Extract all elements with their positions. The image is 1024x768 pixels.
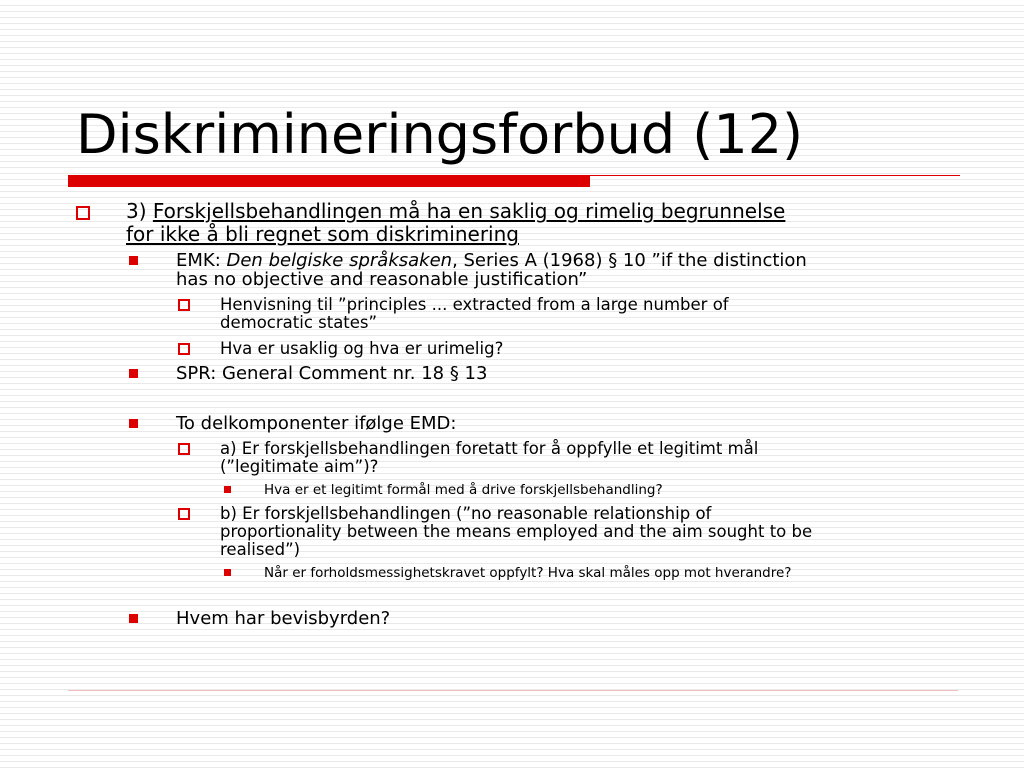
bullet-part-a-sub bbox=[264, 482, 954, 498]
hollow-square-bullet-icon bbox=[76, 206, 90, 220]
hollow-square-bullet-icon bbox=[178, 299, 190, 311]
bullet-usaklig bbox=[220, 340, 950, 358]
hollow-square-bullet-icon bbox=[178, 508, 190, 520]
part-a-line-1: a) Er forskjellsbehandlingen foretatt for å oppfylle et legitimt mål bbox=[220, 439, 759, 458]
part-b-sub-text: Når er forholdsmessighetskravet oppfylt? Hva skal måles opp mot hverandre? bbox=[264, 565, 792, 581]
usaklig-text: Hva er usaklig og hva er urimelig? bbox=[220, 339, 504, 358]
hollow-square-bullet-icon bbox=[178, 343, 190, 355]
emk-prefix: EMK: bbox=[176, 250, 227, 271]
solid-square-bullet-icon bbox=[129, 256, 138, 265]
bullet-point-3 bbox=[126, 200, 946, 246]
hollow-square-bullet-icon bbox=[178, 443, 190, 455]
bullet-delkomponenter bbox=[176, 414, 946, 433]
part-b-line-2: proportionality between the means employed and the aim sought to be bbox=[220, 522, 813, 541]
slide-title: Diskrimineringsforbud (12) bbox=[76, 103, 804, 166]
bullet-part-b-sub bbox=[264, 565, 954, 581]
part-b-line-1: b) Er forskjellsbehandlingen (”no reasonable relationship of bbox=[220, 504, 712, 523]
footer-rule bbox=[68, 690, 958, 691]
henvisning-line-2: democratic states” bbox=[220, 313, 378, 332]
emk-line-2: has no objective and reasonable justification” bbox=[176, 269, 588, 290]
henvisning-line-1: Henvisning til ”principles ... extracted from a large number of bbox=[220, 295, 729, 314]
emk-case-name: Den belgiske språksaken bbox=[226, 250, 453, 271]
point-3-line-2: for ikke å bli regnet som diskriminering bbox=[126, 222, 519, 246]
solid-square-bullet-icon bbox=[129, 419, 138, 428]
spr-text: SPR: General Comment nr. 18 § 13 bbox=[176, 363, 488, 384]
solid-square-bullet-icon bbox=[224, 569, 231, 576]
solid-square-bullet-icon bbox=[224, 486, 231, 493]
emk-line-1-rest: , Series A (1968) § 10 ”if the distinction bbox=[452, 250, 807, 271]
bullet-spr bbox=[176, 364, 946, 383]
bullet-bevisbyrde bbox=[176, 609, 946, 628]
point-3-prefix: 3) bbox=[126, 199, 153, 223]
part-a-line-2: (”legitimate aim”)? bbox=[220, 457, 379, 476]
bullet-part-a bbox=[220, 440, 950, 476]
bullet-henvisning bbox=[220, 296, 950, 332]
point-3-line-1: Forskjellsbehandlingen må ha en saklig og rimelig begrunnelse bbox=[152, 199, 786, 223]
bullet-part-b bbox=[220, 505, 950, 559]
part-b-line-3: realised”) bbox=[220, 540, 301, 559]
solid-square-bullet-icon bbox=[129, 614, 138, 623]
solid-square-bullet-icon bbox=[129, 369, 138, 378]
bullet-emk bbox=[176, 251, 946, 289]
bevisbyrde-text: Hvem har bevisbyrden? bbox=[176, 608, 391, 629]
delkomponenter-text: To delkomponenter ifølge EMD: bbox=[176, 413, 457, 434]
part-a-sub-text: Hva er et legitimt formål med å drive forskjellsbehandling? bbox=[264, 482, 663, 498]
